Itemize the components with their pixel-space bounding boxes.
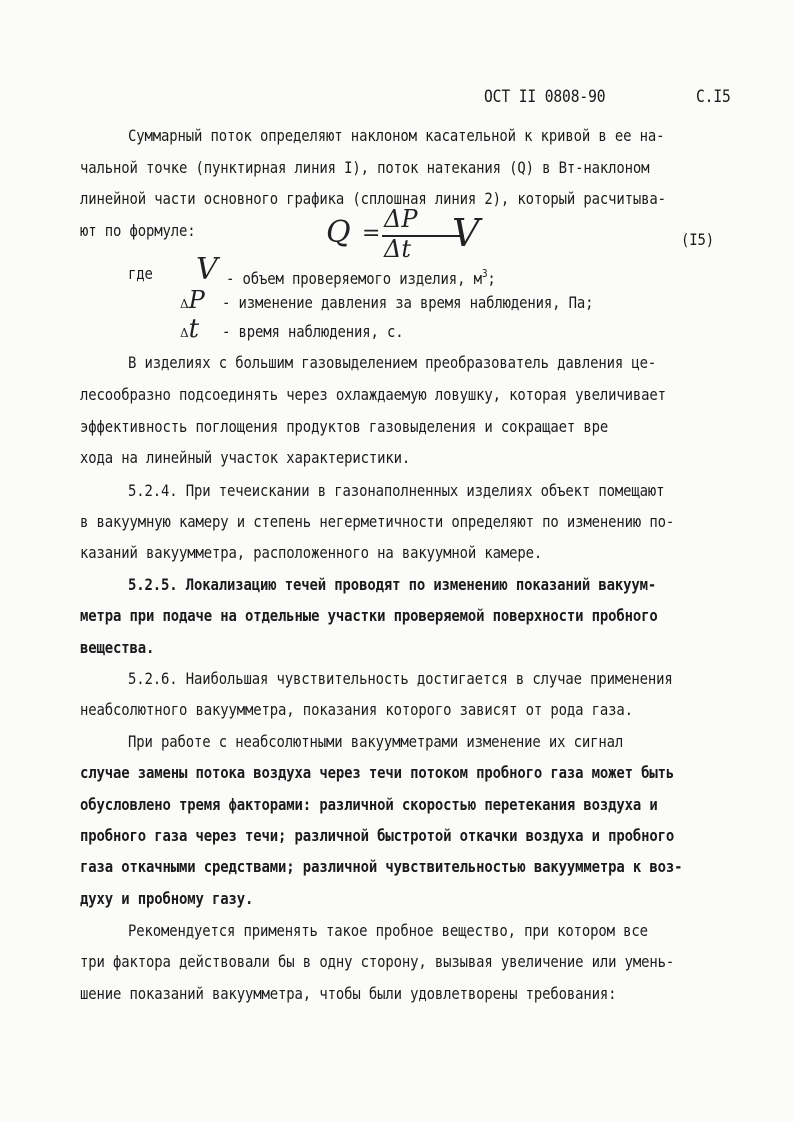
page-number: С.I5 [696, 87, 731, 107]
text-line: линейной части основного графика (сплошная линия 2), который расчитыва- [80, 189, 666, 208]
text-line: случае замены потока воздуха через течи потоком пробного газа может быть [80, 763, 675, 782]
symbol-delta-p: ΔP [180, 286, 205, 314]
symbol-v: V [196, 252, 218, 287]
formula-numerator: ΔP [384, 205, 418, 233]
formula-denominator: Δt [384, 235, 411, 263]
section-5-2-5: 5.2.5. Локализацию течей проводят по изменению показаний вакуум- [128, 575, 657, 594]
text-line: чальной точке (пунктирная линия I), поток натекания (Q) в Вт-наклоном [80, 158, 650, 177]
text-line: хода на линейный участок характеристики. [80, 448, 411, 467]
formula-equals: = [362, 221, 381, 246]
text-line: в вакуумную камеру и степень негерметичности определяют по изменению по- [80, 512, 675, 531]
where-v-text: - объем проверяемого изделия, м [226, 269, 482, 288]
document-code: ОСТ II 0808-90 [484, 87, 606, 107]
text-line: обусловлено тремя факторами: различной скоростью перетекания воздуха и [80, 795, 658, 814]
text-line: Рекомендуется применять такое пробное вещество, при котором все [128, 921, 648, 940]
text-line: три фактора действовали бы в одну сторону, вызывая увеличение или умень- [80, 952, 675, 971]
text-line: эффективность поглощения продуктов газовыделения и сокращает вре [80, 417, 609, 436]
text-line: вещества. [80, 638, 155, 657]
text-line: неабсолютного вакуумметра, показания которого зависят от рода газа. [80, 700, 633, 719]
formula-v: V [452, 211, 480, 255]
text-line: Суммарный поток определяют наклоном касательной к кривой в ее на- [128, 126, 665, 145]
text-line: лесообразно подсоединять через охлаждаемую ловушку, которая увеличивает [80, 385, 666, 404]
formula-q: Q [326, 215, 351, 250]
text-line: При работе с неабсолютными вакуумметрами изменение их сигнал [128, 732, 624, 751]
text-line: духу и пробному газу. [80, 889, 254, 908]
unit-exponent: 3 [481, 267, 488, 280]
symbol-delta-t: Δt [180, 314, 200, 344]
where-p-text: - изменение давления за время наблюдения, Па; [222, 293, 594, 312]
text-line: газа откачными средствами; различной чувствительностью вакуумметра к воз- [80, 857, 683, 876]
section-5-2-6: 5.2.6. Наибольшая чувствительность достигается в случае применения [128, 669, 673, 688]
formula-number: (I5) [681, 230, 715, 249]
text-line: метра при подаче на отдельные участки проверяемой поверхности пробного [80, 606, 658, 625]
where-intro: где [128, 264, 153, 283]
text-line: пробного газа через течи; различной быстротой откачки воздуха и пробного [80, 826, 675, 845]
where-v-line [226, 264, 496, 289]
text-line: казаний вакуумметра, расположенного на вакуумной камере. [80, 543, 543, 562]
text-line: В изделиях с большим газовыделением преобразователь давления це- [128, 353, 657, 372]
text-line: шение показаний вакуумметра, чтобы были удовлетворены требования: [80, 984, 617, 1003]
where-v-tail: ; [487, 269, 496, 288]
section-5-2-4: 5.2.4. При течеискании в газонаполненных изделиях объект помещают [128, 481, 665, 500]
text-line: ют по формуле: [80, 221, 196, 240]
where-t-text: - время наблюдения, с. [222, 322, 404, 341]
